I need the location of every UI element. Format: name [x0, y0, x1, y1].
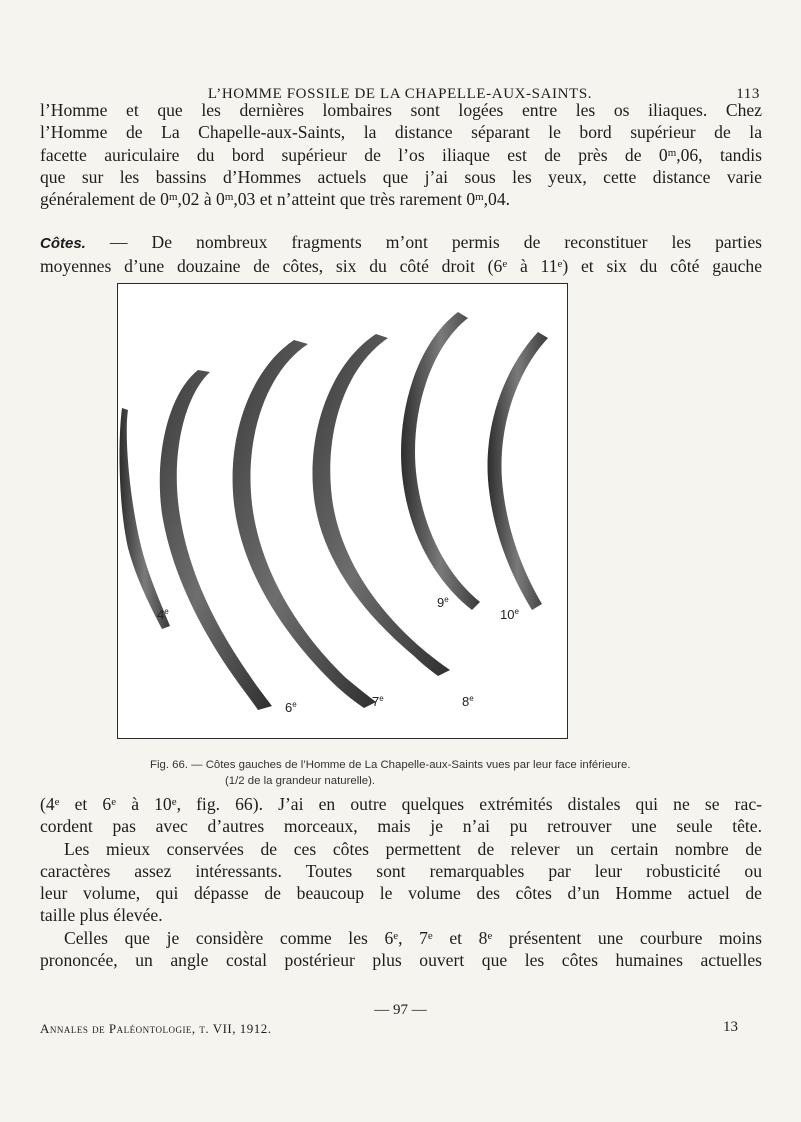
label-rib-7: 7e	[372, 694, 384, 709]
label-rib-4: 4e	[157, 607, 169, 622]
page-marker: — 97 —	[374, 1002, 427, 1018]
text-line: taille plus élevée.	[40, 905, 163, 926]
rib-4	[120, 408, 170, 629]
paragraph-ribs-continued	[40, 793, 762, 971]
text-line: caractères assez intéressants. Toutes sont remarquables par leur robusticité ou	[40, 860, 762, 881]
text-line: (4e et 6e à 10e, fig. 66). J’ai en outre quelques extrémités distales qui ne se rac-	[40, 794, 762, 814]
caption-line: Fig. 66. — Côtes gauches de l’Homme de La Chapelle-aux-Saints vues par leur face inférieure.	[150, 759, 631, 771]
paragraph-ribs	[40, 231, 762, 278]
label-rib-6: 6e	[285, 700, 297, 715]
text-line: cordent pas avec d’autres morceaux, mais je n’ai pu retrouver une seule tête.	[40, 816, 762, 837]
text-line: moyennes d’une douzaine de côtes, six du côté droit (6e à 11e) et six du côté gauche	[40, 256, 763, 277]
label-rib-9: 9e	[437, 595, 449, 610]
running-head-title: L’HOMME FOSSILE DE LA CHAPELLE-AUX-SAINTS.	[207, 86, 593, 102]
paragraph-lumbar	[40, 99, 762, 210]
signature-mark: 13	[723, 1019, 738, 1035]
text-line: leur volume, qui dépasse de beaucoup le volume des côtes d’un Homme actuel de	[40, 883, 762, 904]
text-line: que sur les bassins d’Hommes actuels que j’ai sous les yeux, cette distance varie	[40, 166, 762, 187]
text-line: l’Homme de La Chapelle-aux-Saints, la distance séparant le bord supérieur de la	[40, 122, 762, 143]
rib-8	[312, 334, 450, 676]
text-line: Les mieux conservées de ces côtes permettent de relever un certain nombre de	[64, 838, 762, 859]
rib-10	[488, 332, 548, 610]
label-rib-10: 10e	[500, 607, 519, 622]
text-line: prononcée, un angle costal postérieur plus ouvert que les côtes humaines actuelles	[40, 950, 762, 971]
figure-ribs-photo	[117, 283, 568, 739]
text-line: facette auriculaire du bord supérieur de l’os iliaque est de près de 0$^m$,06, tandis	[40, 144, 762, 165]
rib-7	[233, 340, 376, 708]
label-rib-8: 8e	[462, 694, 474, 709]
caption-line: (1/2 de la grandeur naturelle).	[225, 774, 376, 787]
page-number: 113	[736, 86, 760, 102]
figure-caption	[150, 758, 790, 789]
text-line: l’Homme et que les dernières lombaires sont logées entre les os iliaques. Chez	[40, 100, 762, 120]
text-line: généralement de 0$^m$,02 à 0$^m$,03 et n’atteint que très rarement 0$^m$,04.	[40, 189, 511, 210]
section-heading: Côtes.	[40, 235, 86, 252]
journal-reference: Annales de Paléontologie, t. VII, 1912.	[40, 1021, 272, 1036]
rib-9	[401, 312, 480, 610]
text-line: Celles que je considère comme les 6e, 7e et 8e présentent une courbure moins	[64, 927, 762, 948]
ribs-photograph	[118, 284, 567, 738]
text-line: Côtes. — De nombreux fragments m’ont permis de reconstituer les parties	[40, 232, 762, 252]
